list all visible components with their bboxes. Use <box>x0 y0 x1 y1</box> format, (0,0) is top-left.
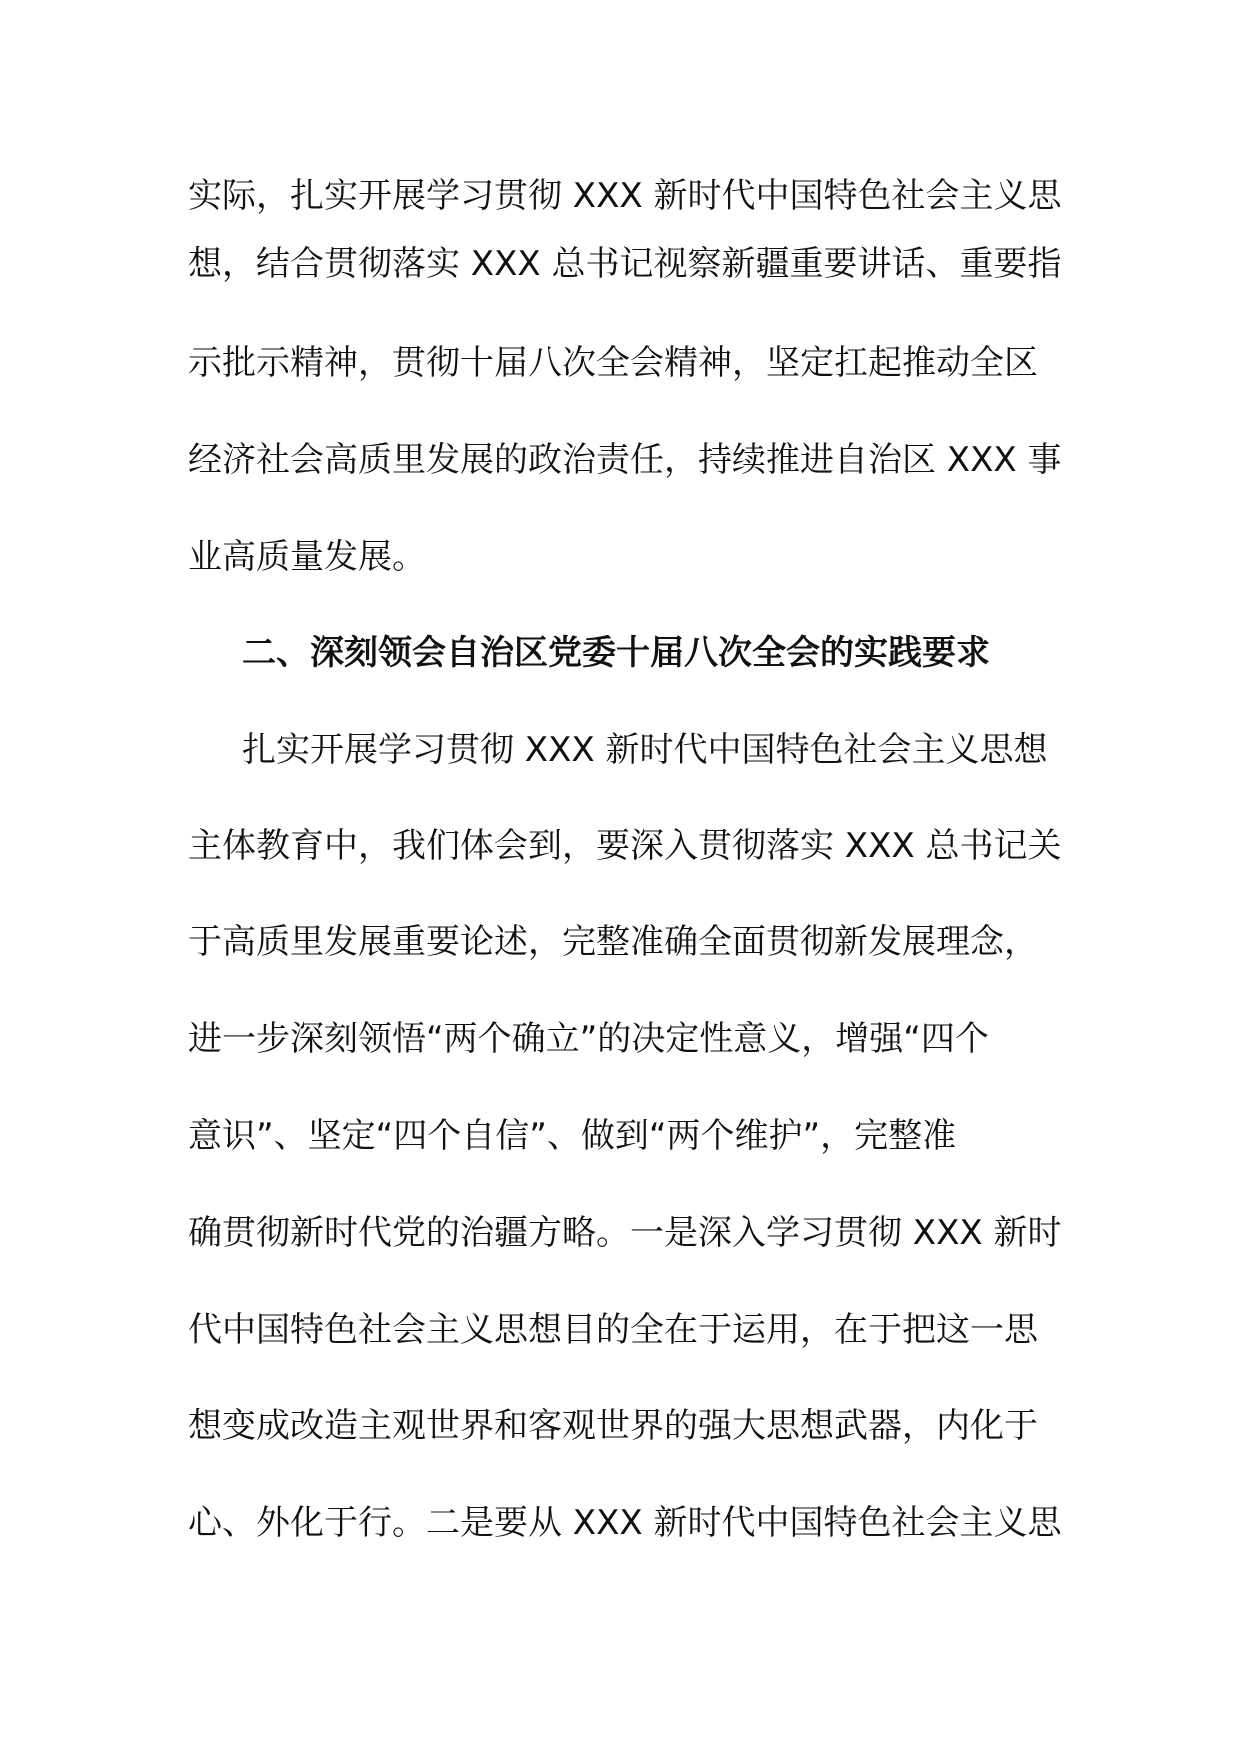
paragraph-line: 想，结合贯彻落实 XXX 总书记视察新疆重要讲话、重要指 <box>188 244 1062 284</box>
paragraph-line: 实际，扎实开展学习贯彻 XXX 新时代中国特色社会主义思 <box>188 176 1062 216</box>
paragraph-line: 想变成改造主观世界和客观世界的强大思想武器，内化于 <box>188 1406 1038 1446</box>
paragraph-line: 进一步深刻领悟“两个确立”的决定性意义，增强“四个 <box>188 1019 989 1059</box>
paragraph-line: 扎实开展学习贯彻 XXX 新时代中国特色社会主义思想 <box>242 730 1048 770</box>
paragraph-line: 于高质里发展重要论述，完整准确全面贯彻新发展理念， <box>188 922 1038 962</box>
paragraph-line: 心、外化于行。二是要从 XXX 新时代中国特色社会主义思 <box>188 1503 1062 1543</box>
paragraph-line: 意识”、坚定“四个自信”、做到“两个维护”，完整准 <box>188 1116 957 1156</box>
paragraph-line: 业高质量发展。 <box>188 537 426 577</box>
section-heading: 二、深刻领会自治区党委十届八次全会的实践要求 <box>242 633 990 673</box>
paragraph-line: 主体教育中，我们体会到，要深入贯彻落实 XXX 总书记关 <box>188 826 1062 866</box>
paragraph-line: 经济社会高质里发展的政治责任，持续推进自治区 XXX 事 <box>188 440 1062 480</box>
paragraph-line: 示批示精神，贯彻十届八次全会精神，坚定扛起推动全区 <box>188 343 1038 383</box>
paragraph-line: 代中国特色社会主义思想目的全在于运用，在于把这一思 <box>188 1310 1038 1350</box>
paragraph-line: 确贯彻新时代党的治疆方略。一是深入学习贯彻 XXX 新时 <box>188 1213 1062 1253</box>
